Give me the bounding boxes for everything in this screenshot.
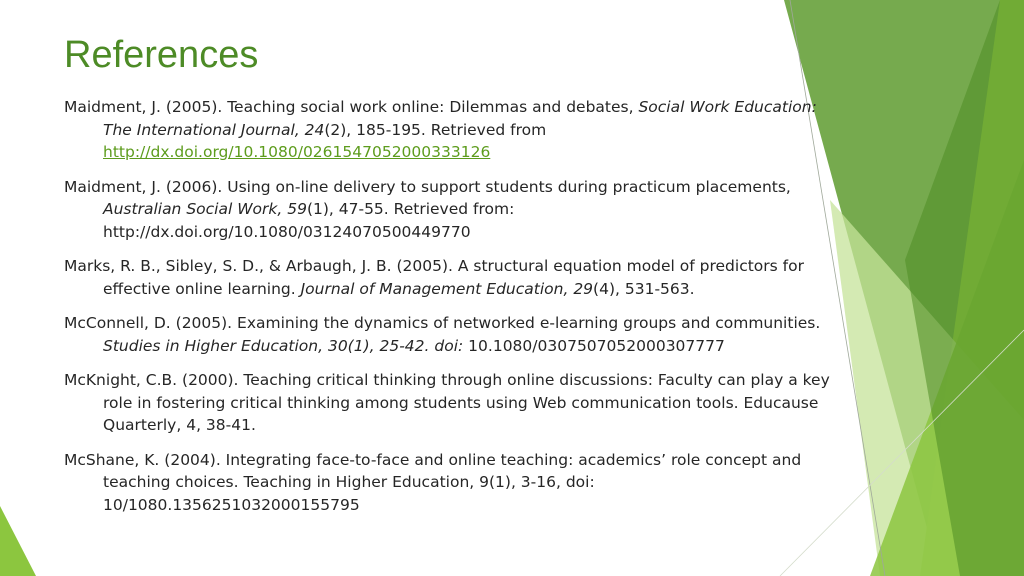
page-title: References <box>64 34 259 76</box>
reference-item <box>64 96 830 164</box>
reference-details: (2), 185-195. Retrieved from <box>324 120 547 139</box>
reference-details: 10.1080/0307507052000307777 <box>463 336 725 355</box>
reference-text: McConnell, D. (2005). Examining the dynamics of networked e-learning groups and communities. <box>64 314 821 332</box>
reference-details: (1), 47-55. Retrieved from: http://dx.doi.org/10.1080/03124070500449770 <box>103 200 515 241</box>
reference-journal: Journal of Management Education, 29 <box>300 279 594 298</box>
reference-details: (4), 531-563. <box>593 279 695 298</box>
reference-item <box>64 255 830 300</box>
reference-text: Maidment, J. (2006). Using on-line delivery to support students during practicum placements, <box>64 177 791 196</box>
doi-link[interactable]: http://dx.doi.org/10.1080/0261547052000333126 <box>103 143 491 161</box>
reference-text: McShane, K. (2004). Integrating face-to-face and online teaching: academics’ role concept and teaching choices. Teaching in Higher Education, 9(1), 3-16, doi: 10/1080.1356251032000155795 <box>64 450 802 514</box>
reference-item <box>64 176 830 244</box>
reference-item <box>64 312 830 357</box>
reference-text: Marks, R. B., Sibley, S. D., & Arbaugh, J. B. (2005). A structural equation model of predictors for effective online learning. <box>64 257 804 298</box>
left-green-strip <box>0 506 36 576</box>
reference-text: Maidment, J. (2005). Teaching social work online: Dilemmas and debates, <box>64 98 639 116</box>
reference-journal: Social Work Education: The International Journal, 24 <box>103 98 817 139</box>
reference-item <box>64 449 830 517</box>
reference-journal: Studies in Higher Education, 30(1), 25-42. doi: <box>103 336 464 355</box>
reference-journal: Australian Social Work, 59 <box>103 200 307 218</box>
reference-text: McKnight, C.B. (2000). Teaching critical thinking through online discussions: Faculty can play a key role in fostering critical thinking among students using Web communication tools. Educause Quarterly, 4, 38-41. <box>64 371 830 434</box>
references-list <box>64 96 830 528</box>
reference-item <box>64 369 830 437</box>
